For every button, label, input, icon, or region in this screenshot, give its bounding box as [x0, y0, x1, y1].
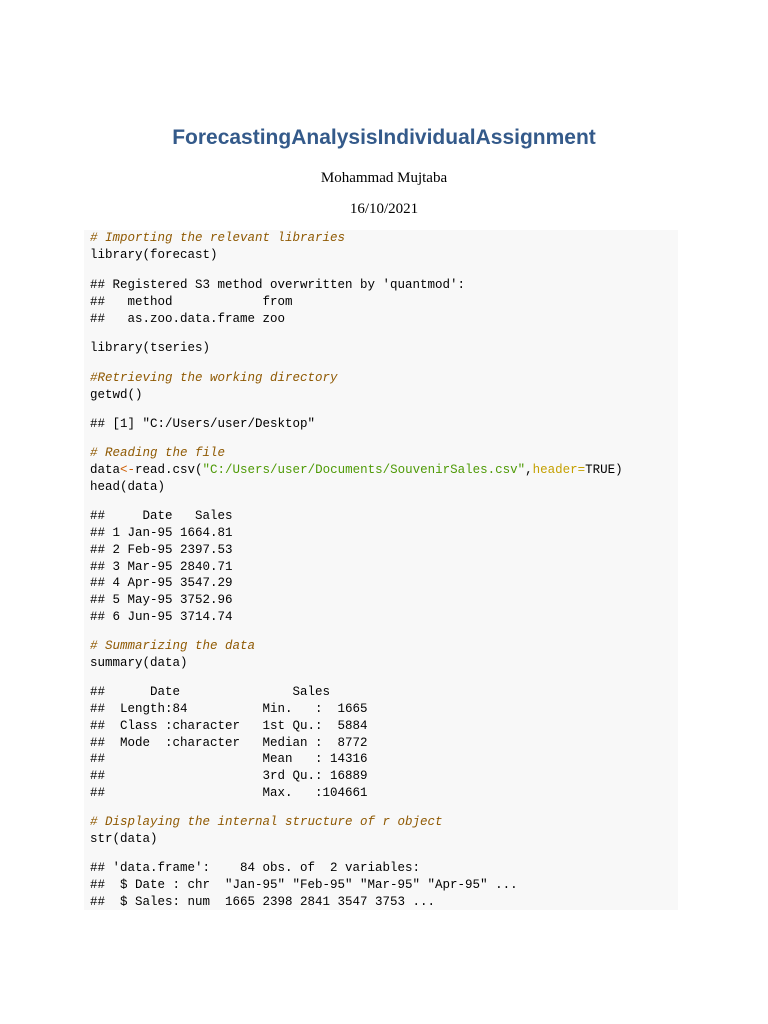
code-library-tseries: library(tseries): [90, 341, 211, 355]
output-summary-line: ## Date Sales: [90, 685, 331, 699]
output-head-line: ## Date Sales: [90, 509, 233, 523]
code-head: head(data): [90, 480, 166, 494]
code-read-csv: [90, 462, 623, 479]
output-head-line: ## 1 Jan-95 1664.81: [90, 526, 233, 540]
output-head-line: ## 5 May-95 3752.96: [90, 593, 233, 607]
output-registered-s3: ## Registered S3 method overwritten by 'quantmod':: [90, 278, 466, 292]
code-library-forecast: library(forecast): [90, 248, 218, 262]
code-comment-import: # Importing the relevant libraries: [90, 231, 346, 245]
output-str-line: ## $ Sales: num 1665 2398 2841 3547 3753 ...: [90, 895, 436, 909]
code-read-comma: ,: [525, 463, 533, 477]
output-head-line: ## 6 Jun-95 3714.74: [90, 610, 233, 624]
code-comment-wd: #Retrieving the working directory: [90, 371, 338, 385]
document-title: ForecastingAnalysisIndividualAssignment: [172, 126, 596, 149]
code-read-arg: header=: [532, 463, 586, 477]
output-str-line: ## 'data.frame': 84 obs. of 2 variables:: [90, 861, 421, 875]
code-summary: summary(data): [90, 656, 188, 670]
output-summary-line: ## Max. :104661: [90, 786, 368, 800]
code-comment-read: # Reading the file: [90, 446, 226, 460]
output-head-line: ## 2 Feb-95 2397.53: [90, 543, 233, 557]
output-summary-line: ## Class :character 1st Qu.: 5884: [90, 719, 368, 733]
code-getwd: getwd(): [90, 388, 143, 402]
document-author: Mohammad Mujtaba: [320, 170, 448, 186]
code-str: str(data): [90, 832, 158, 846]
output-method-row: ## as.zoo.data.frame zoo: [90, 312, 286, 326]
output-wd: ## [1] "C:/Users/user/Desktop": [90, 417, 316, 431]
output-summary-line: ## 3rd Qu.: 16889: [90, 769, 368, 783]
output-str-line: ## $ Date : chr "Jan-95" "Feb-95" "Mar-95" "Apr-95" ...: [90, 878, 518, 892]
output-head-line: ## 4 Apr-95 3547.29: [90, 576, 233, 590]
document-date: 16/10/2021: [349, 201, 419, 217]
output-summary-line: ## Mean : 14316: [90, 752, 368, 766]
output-summary-line: ## Length:84 Min. : 1665: [90, 702, 368, 716]
code-comment-str: # Displaying the internal structure of r object: [90, 815, 443, 829]
output-method-header: ## method from: [90, 295, 293, 309]
code-block: [84, 230, 678, 910]
code-comment-summary: # Summarizing the data: [90, 639, 256, 653]
code-read-end: TRUE): [585, 463, 623, 477]
code-read-var: data: [90, 463, 121, 477]
code-read-fn: read.csv(: [135, 463, 203, 477]
output-head-line: ## 3 Mar-95 2840.71: [90, 560, 233, 574]
output-summary-line: ## Mode :character Median : 8772: [90, 736, 368, 750]
code-read-assign: <-: [120, 463, 136, 477]
code-read-path: "C:/Users/user/Documents/SouvenirSales.csv": [202, 463, 526, 477]
